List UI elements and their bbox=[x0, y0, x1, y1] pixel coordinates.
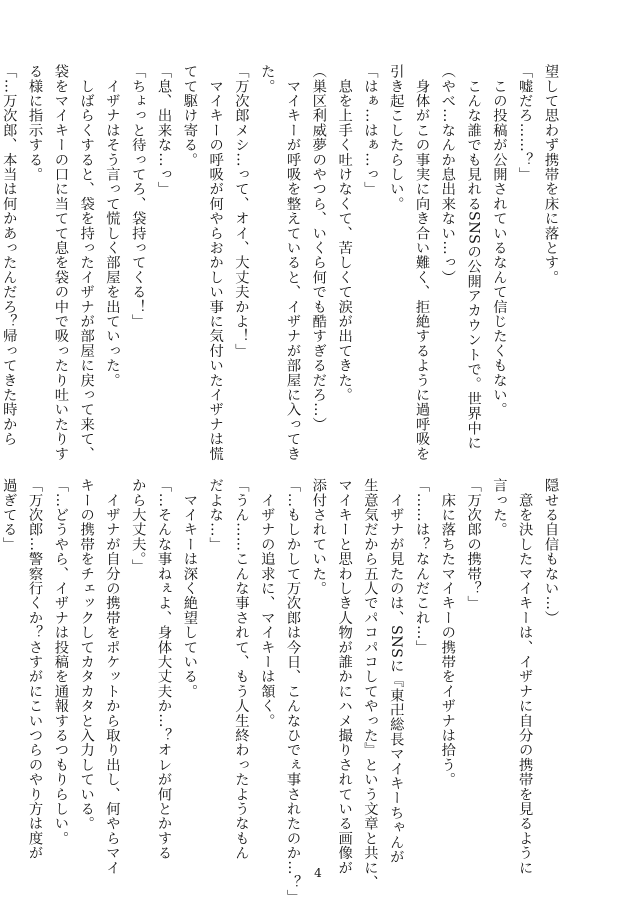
text-line: 過ぎてる」 bbox=[1, 478, 18, 552]
text-line: マイキーの呼吸が何やらおかしい事に気付いたイザナは慌 bbox=[207, 64, 224, 461]
text-line: 「はぁ…はぁ…っ」 bbox=[362, 64, 379, 197]
text-line: （やべ…なんか息出来ない…っ） bbox=[439, 64, 456, 285]
text-line: イザナが見たのは、SNSに『東卍総長マイキーちゃんが bbox=[388, 478, 405, 865]
text-block-top bbox=[1, 64, 563, 461]
text-line: 袋をマイキーの口に当てて息を袋の中で吸ったり吐いたりす bbox=[52, 64, 69, 461]
text-line: 「…もしかして万次郎は今日、こんなひでぇ事されたのか…？」 bbox=[285, 478, 302, 904]
text-line: イザナはそう言って慌しく部屋を出ていった。 bbox=[104, 64, 121, 388]
text-line: 「……は？なんだこれ…」 bbox=[414, 478, 431, 655]
text-line: この投稿が公開されているなんて信じたくもない。 bbox=[491, 64, 508, 417]
text-line: 「ちょっと待ってろ、袋持ってくる！」 bbox=[130, 64, 147, 329]
text-line: 隠せる自信もない…） bbox=[543, 478, 559, 625]
text-line: た。 bbox=[259, 64, 276, 94]
text-line: マイキーは深く絶望している。 bbox=[181, 478, 198, 699]
text-line: 「うん……こんな事されて、もう人生終わったようなもん bbox=[233, 478, 250, 861]
text-line: 「…どうやら、イザナは投稿を通報するつもりらしい。 bbox=[52, 478, 69, 846]
text-line: 意を決したマイキーは、イザナに自分の携帯を見るように bbox=[517, 478, 534, 875]
text-line: 身体がこの事実に向き合い難く、拒絶するように過呼吸を bbox=[414, 64, 431, 461]
text-line: 言った。 bbox=[491, 478, 508, 537]
text-line: 「…万次郎、本当は何かあったんだろ？帰ってきた時から bbox=[1, 64, 18, 447]
text-line: から大丈夫。」 bbox=[130, 478, 147, 574]
text-line: 「万次郎メシ…って、オイ、大丈夫かよ！」 bbox=[233, 64, 250, 358]
text-block-bottom bbox=[1, 478, 563, 904]
text-line: てて駆け寄る。 bbox=[181, 64, 198, 167]
text-line: 「息、出来な…っ」 bbox=[156, 64, 173, 197]
text-line: 生意気だから五人でパコパコしてやった』という文章と共に、 bbox=[362, 478, 379, 890]
text-line: マイキーが呼吸を整えていると、イザナが部屋に入ってき bbox=[285, 64, 302, 461]
page-number: 4 bbox=[314, 866, 322, 880]
text-line: 引き起こしたらしい。 bbox=[388, 64, 405, 211]
text-line: マイキーと思わしき人物が誰かにハメ撮りされている画像が bbox=[336, 478, 353, 875]
text-line: （巣区利威夢のやつら、いくら何でも酷すぎるだろ…） bbox=[310, 64, 327, 432]
text-line: だよな…」 bbox=[207, 478, 224, 552]
text-line: 「万次郎の携帯？」 bbox=[465, 478, 482, 611]
text-line: 床に落ちたマイキーの携帯をイザナは拾う。 bbox=[439, 478, 456, 787]
text-line: 「嘘だろ……？」 bbox=[517, 64, 534, 182]
text-line: キーの携帯をチェックしてカタカタと入力している。 bbox=[78, 478, 95, 831]
text-line: 「…そんな事ねぇよ、身体大丈夫か…？オレが何とかする bbox=[156, 478, 173, 861]
text-line: しばらくすると、袋を持ったイザナが部屋に戻って来て、 bbox=[78, 64, 95, 461]
text-line: 添付されていた。 bbox=[310, 478, 327, 596]
text-line: 息を上手く吐けなくて、苦しくて涙が出てきた。 bbox=[336, 64, 353, 403]
text-line: こんな誰でも見れるSNSの公開アカウントで。世界中に bbox=[465, 64, 482, 451]
text-line: る様に指示する。 bbox=[27, 64, 44, 182]
text-line: イザナが自分の携帯をポケットから取り出し、何やらマイ bbox=[104, 478, 121, 875]
text-line: 望して思わず携帯を床に落とす。 bbox=[543, 64, 559, 285]
text-line: イザナの追求に、マイキーは頷く。 bbox=[259, 478, 276, 728]
text-line: 「万次郎…警察行くか？さすがにこいつらのやり方は度が bbox=[27, 478, 44, 861]
